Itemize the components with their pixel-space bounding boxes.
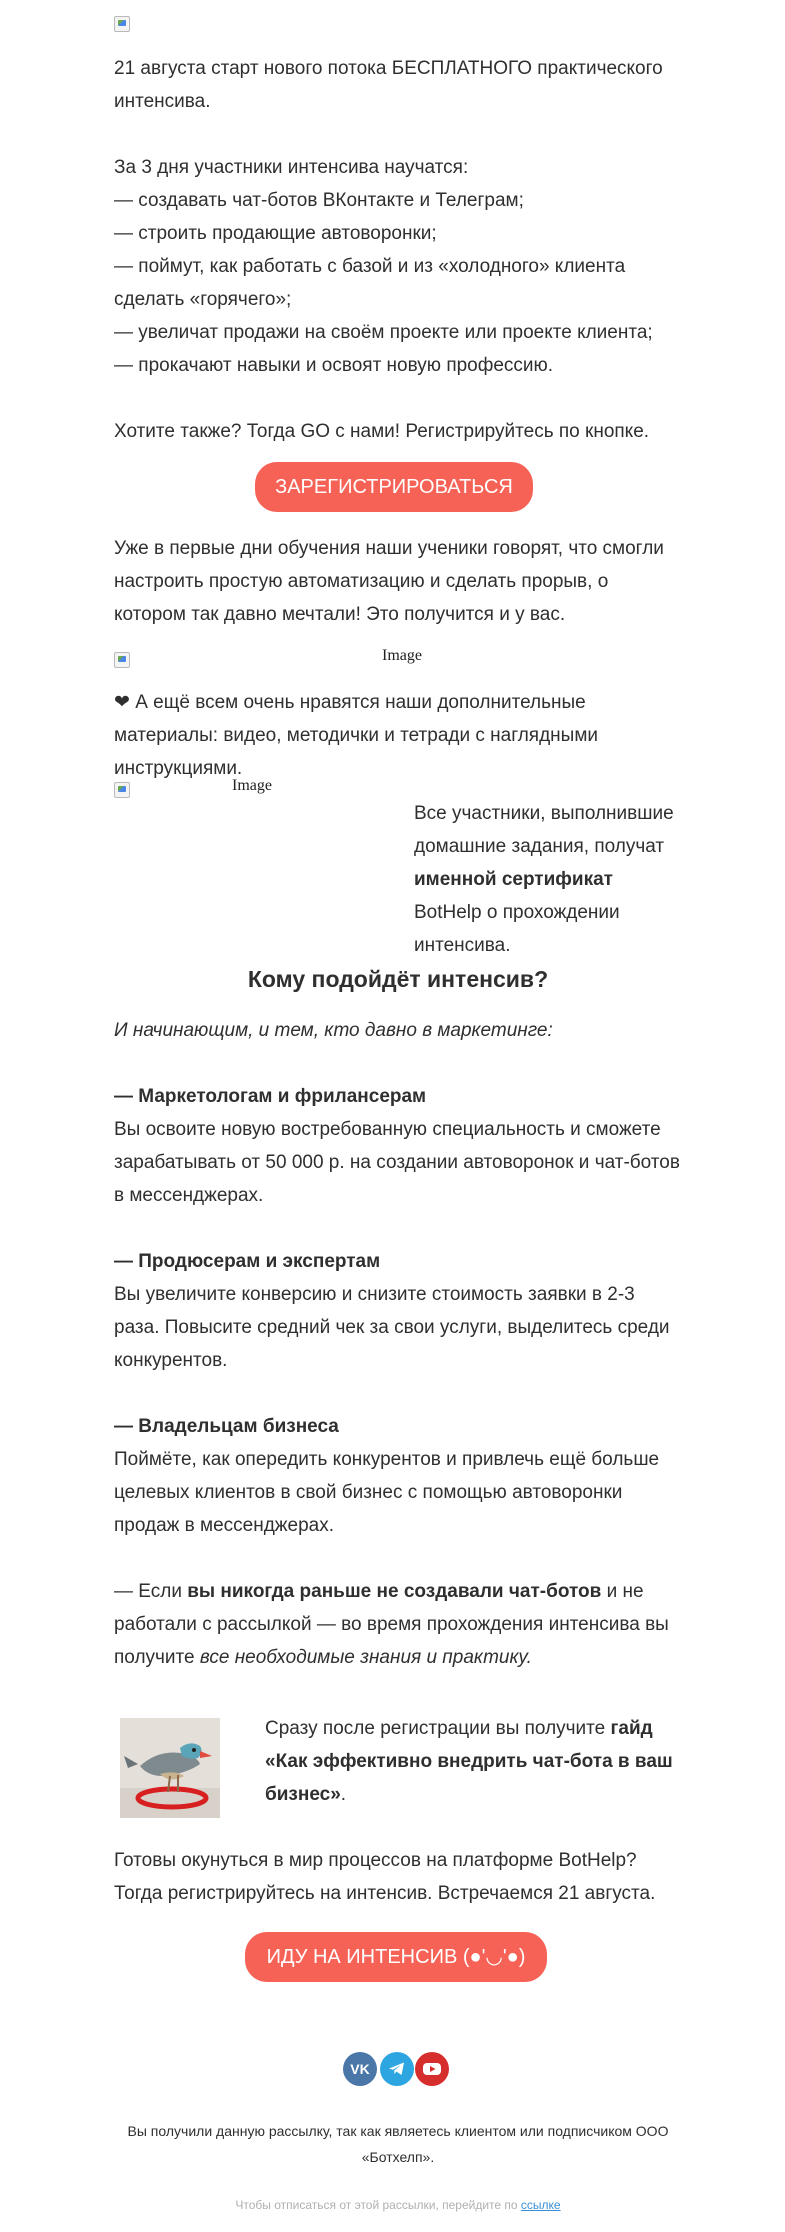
certificate-block xyxy=(414,797,682,962)
learn-item: — прокачают навыки и освоят новую профессию. xyxy=(114,355,554,376)
final-text: Готовы окунуться в мир процессов на платформе BotHelp? Тогда регистрируйтесь на интенсив. Встречаемся 21 августа. xyxy=(114,1850,656,1904)
guide-block xyxy=(265,1712,682,1811)
guide-text-part: Сразу после регистрации вы получите xyxy=(265,1718,611,1739)
audience-section xyxy=(114,1014,682,1674)
telegram-icon-svg xyxy=(387,2059,407,2079)
guide-text-bold: гайд «Как эффективно внедрить чат-бота в ваш бизнес» xyxy=(265,1718,673,1805)
header-image-broken-icon xyxy=(114,16,130,32)
final-section xyxy=(114,1844,682,1910)
vk-icon[interactable] xyxy=(343,2052,377,2086)
group-text: Поймёте, как опередить конкурентов и привлечь ещё больше целевых клиентов в свой бизнес с помощью автоворонки продаж в мессенджерах. xyxy=(114,1449,660,1536)
vk-icon-label: VK xyxy=(350,2061,370,2077)
intro-start-line: 21 августа старт нового потока БЕСПЛАТНОГО практического интенсива. xyxy=(114,58,663,112)
beginners-text-italic: все необходимые знания и практику. xyxy=(199,1647,532,1668)
bird-illustration-svg xyxy=(120,1718,220,1818)
group-title: — Продюсерам и экспертам xyxy=(114,1251,381,1272)
certificate-text-part: Все участники, выполнившие домашние задания, получат xyxy=(414,803,674,857)
certificate-text-bold: именной сертификат xyxy=(414,869,613,890)
learn-item: — увеличат продажи на своём проекте или проекте клиента; xyxy=(114,322,653,343)
students-image-alt: Image xyxy=(382,647,422,664)
learn-item: — поймут, как работать с базой и из «холодного» клиента сделать «горячего»; xyxy=(114,256,626,310)
students-text: Уже в первые дни обучения наши ученики говорят, что смогли настроить простую автоматизацию и сделать прорыв, о котором так давно мечтали! Это получится и у вас. xyxy=(114,538,664,625)
intro-learn-title: За 3 дня участники интенсива научатся: xyxy=(114,157,469,178)
certificate-image-alt: Image xyxy=(232,777,272,794)
certificate-text xyxy=(414,797,682,962)
beginners-text-part: и не работали с рассылкой — во время прохождения интенсива вы получите xyxy=(114,1581,669,1668)
group-title: — Маркетологам и фрилансерам xyxy=(114,1086,427,1107)
register-button[interactable]: ЗАРЕГИСТРИРОВАТЬСЯ xyxy=(255,462,533,512)
guide-text xyxy=(265,1712,682,1811)
materials-section xyxy=(114,686,682,785)
group-title: — Владельцам бизнеса xyxy=(114,1416,339,1437)
bird-illustration xyxy=(120,1718,220,1818)
unsubscribe-link[interactable]: ссылке xyxy=(520,2198,561,2212)
audience-subtitle: И начинающим, и тем, кто давно в маркетинге: xyxy=(114,1020,553,1041)
guide-text-part: . xyxy=(340,1784,347,1805)
unsubscribe-line xyxy=(114,2198,682,2212)
intro-section xyxy=(114,52,682,448)
audience-heading-wrap xyxy=(114,966,682,993)
audience-heading: Кому подойдёт интенсив? xyxy=(247,966,549,992)
go-to-intensive-button[interactable]: ИДУ НА ИНТЕНСИВ (●'◡'●) xyxy=(245,1932,547,1982)
youtube-icon-svg xyxy=(422,2061,442,2077)
certificate-image-broken-icon xyxy=(114,782,130,798)
certificate-text-part: BotHelp о прохождении интенсива. xyxy=(414,902,620,956)
learn-item: — строить продающие автоворонки; xyxy=(114,223,437,244)
telegram-icon[interactable] xyxy=(380,2052,414,2086)
students-image-broken-icon xyxy=(114,652,130,668)
intro-cta-text: Хотите также? Тогда GO с нами! Регистрируйтесь по кнопке. xyxy=(114,421,650,442)
learn-item: — создавать чат-ботов ВКонтакте и Телеграм; xyxy=(114,190,524,211)
footer-note: Вы получили данную рассылку, так как являетесь клиентом или подписчиком ООО «Ботхелп». xyxy=(127,2123,669,2165)
beginners-text-part: — Если xyxy=(114,1581,188,1602)
unsubscribe-text: Чтобы отписаться от этой рассылки, перейдите по xyxy=(235,2198,521,2212)
group-text: Вы увеличите конверсию и снизите стоимость заявки в 2-3 раза. Повысите средний чек за свои услуги, выделитесь среди конкурентов. xyxy=(114,1284,670,1371)
materials-text: ❤ А ещё всем очень нравятся наши дополнительные материалы: видео, методички и тетради с наглядными инструкциями. xyxy=(114,692,599,779)
students-section xyxy=(114,532,682,631)
group-text: Вы освоите новую востребованную специальность и сможете зарабатывать от 50 000 р. на создании автоворонок и чат-ботов в мессенджерах. xyxy=(114,1119,680,1206)
beginners-text-bold: вы никогда раньше не создавали чат-ботов xyxy=(187,1581,602,1602)
beginners-text xyxy=(114,1575,682,1674)
youtube-icon[interactable] xyxy=(415,2052,449,2086)
